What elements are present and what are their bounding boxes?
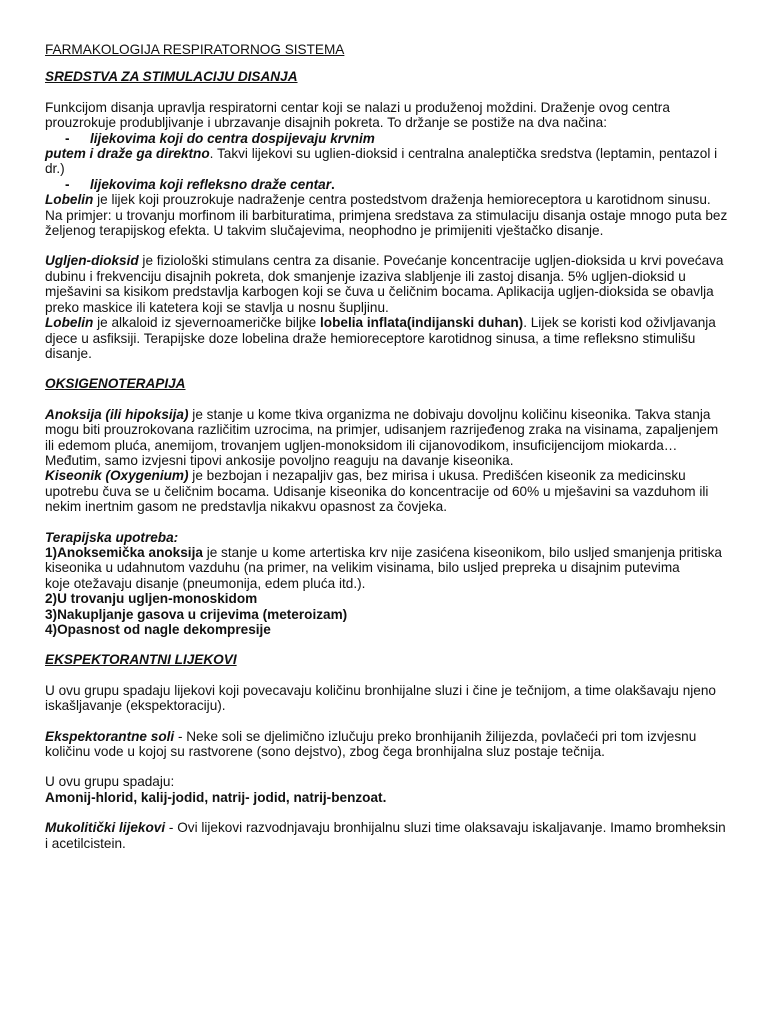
paragraph-medjutim: Međutim, samo izvjesni tipovi ankosije povoljno reaguju na davanje kiseonika. <box>45 452 514 468</box>
paragraph-ekspektorantne-soli: Ekspektorantne soli - Neke soli se djelimično izlučuju preko bronhijanih žilijezda, povlačeći pri tom izvjesnu količinu vode u kojoj su rastvorene (sono dejstvo), zbog čega bronhijalna sluz postaje tečnija. <box>45 728 697 760</box>
paragraph-ugljen-dioksid: Ugljen-dioksid je fiziološki stimulans centra za disanie. Povećanje koncentracije ugljen-dioksida u krvi povećava dubinu i frekvenciju disajnih pokreta, dok smanjenje izaziva slabljenje ili zastoj disanja. 5% ugljen-dioksid u mješavini sa kisikom predstavlja karbogen koji se čuva u čeličnim bocama. Aplikacija ugljen-dioksida se obavlja preko maskice ili katetera koji se stavlja u nosnu šupljinu. <box>45 253 724 315</box>
section-heading-oksigenoterapija: OKSIGENOTERAPIJA <box>45 376 186 392</box>
document-title: FARMAKOLOGIJA RESPIRATORNOG SISTEMA <box>45 42 345 57</box>
subheading-terapijska-upotreba: Terapijska upotreba: <box>45 529 179 545</box>
paragraph-grupa-list: Amonij-hlorid, kalij-jodid, natrij- jodid, natrij-benzoat. <box>45 789 387 805</box>
list-item-1-continued: koje otežavaju disanje (pneumonija, edem pluća itd.). <box>45 575 366 591</box>
bullet-item-1-continued: putem i draže ga direktno. Takvi lijekovi su uglien-dioksid i centralna analeptička sredstva (leptamin, pentazol i dr.) <box>45 146 718 177</box>
paragraph-grupa-intro: U ovu grupu spadaju: <box>45 774 175 790</box>
paragraph-lobelin-1: Lobelin je lijek koji prouzrokuje nadraženje centra postedstvom draženja hemioreceptora u karotidnom sinusu. Na primjer: u trovanju morfinom ili barbituratima, primjena sredstava za stimulaciju disanja ostaje mnogo puta bez željenog terapijskog efekta. U takvim slučajevima, neophodno je primijeniti vještačko disanje. <box>45 192 728 239</box>
paragraph-kiseonik: Kiseonik (Oxygenium) je bezbojan i nezapaljiv gas, bez mirisa i ukusa. Predišćen kiseonik za medicinsku upotrebu čuva se u čeličnim bocama. Udisanje kiseonika do koncentracije od 60% u mješavini sa vazduhom ili nekim inertnim gasom ne predstavlja nikakvu opasnost za čovjeka. <box>45 468 709 515</box>
list-item-2: 2)U trovanju ugljen-monoskidom <box>45 591 258 607</box>
section-heading-ekspektorantni: EKSPEKTORANTNI LIJEKOVI <box>45 652 237 668</box>
paragraph-mukoliticki: Mukolitički lijekovi - Ovi lijekovi razvodnjavaju bronhijalnu sluzi time olaksavaju iskaljavanje. Imamo bromheksin i acetilcistein. <box>45 820 726 851</box>
paragraph-lobelin-2: Lobelin je alkaloid iz sjevernoameričke biljke lobelia inflata(indijanski duhan). Lijek se koristi kod oživljavanja djece u asfiksiji. Terapijske doze lobelina draže hemioreceptore karotidnog sinusa, a time refleksno stimulišu disanje. <box>45 315 716 361</box>
bullet-item-1: - lijekovima koji do centra dospijevaju krvnim <box>65 130 375 146</box>
list-item-1: 1)Anoksemička anoksija je stanje u kome artertiska krv nije zasićena kiseonikom, bilo usljed smanjenja pritiska kiseonika u udahnutom vazduhu (na primer, na velikim visinama, bilo usljed prepreka u disajnim putevima <box>45 544 722 576</box>
list-item-3: 3)Nakupljanje gasova u crijevima (meteroizam) <box>45 606 348 622</box>
bullet-item-2: - lijekovima koji refleksno draže centar. <box>65 176 335 192</box>
list-item-4: 4)Opasnost od nagle dekompresije <box>45 622 271 637</box>
paragraph-intro: Funkcijom disanja upravlja respiratorni centar koji se nalazi u produženoj moždini. Draženje ovog centra prouzrokuje produbljivanje i ubrzavanje disajnih pokreta. To držanje se postiže na dva načina: <box>45 99 670 131</box>
paragraph-ekspektorantni-intro: U ovu grupu spadaju lijekovi koji povecavaju količinu bronhijalne sluzi i čine je tečnijom, a time olakšavaju njeno iskašljavanje (ekspektoraciju). <box>45 682 716 714</box>
section-heading-stimulacija: SREDSTVA ZA STIMULACIJU DISANJA <box>45 69 298 85</box>
paragraph-anoksija: Anoksija (ili hipoksija) je stanje u kome tkiva organizma ne dobivaju dovoljnu količinu kiseonika. Takva stanja mogu biti prouzrokovana različitim uzrocima, na primjer, udisanjem razrijeđenog zraka na visinama, zapaljenjem ili edemom pluća, anemijom, trovanjem ugljen-monoksidom ili cijanovodikom, insuficijencijom miokarda… <box>45 406 719 453</box>
